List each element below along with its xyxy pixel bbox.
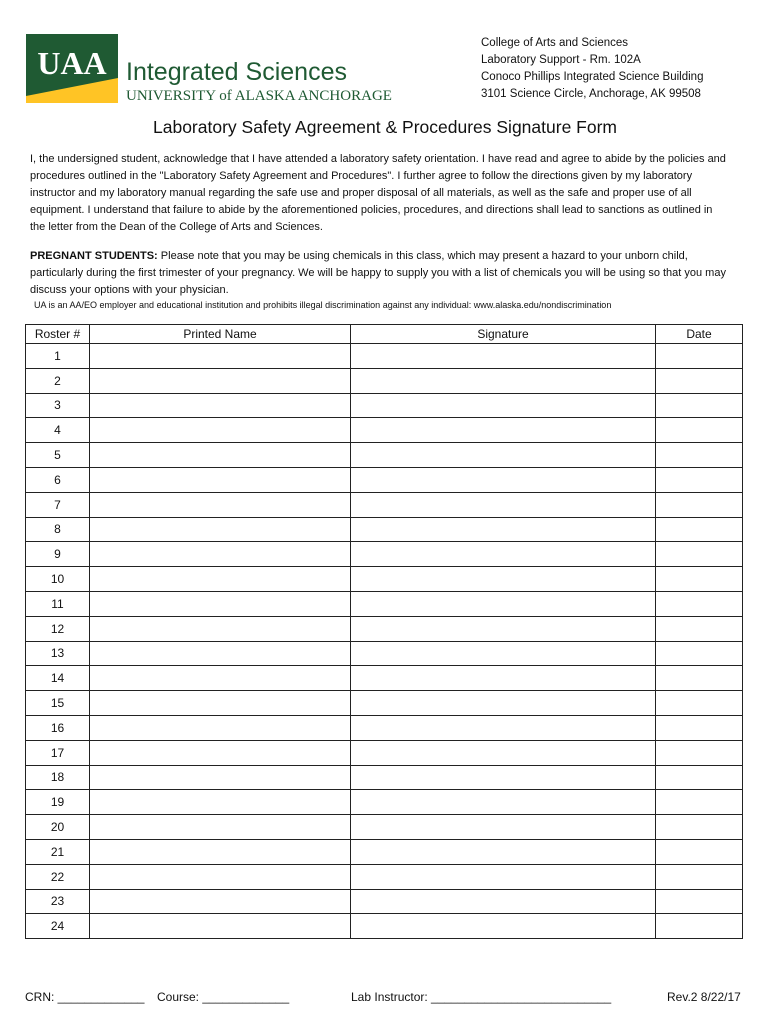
date-cell[interactable] [656, 691, 743, 716]
signature-cell[interactable] [351, 914, 656, 939]
pregnant-students-label: PREGNANT STUDENTS: [30, 250, 158, 262]
roster-number-cell: 2 [26, 368, 90, 393]
printed-name-cell[interactable] [90, 839, 351, 864]
printed-name-cell[interactable] [90, 443, 351, 468]
table-row [26, 666, 743, 691]
table-row [26, 492, 743, 517]
roster-number-cell: 9 [26, 542, 90, 567]
roster-number-cell: 1 [26, 344, 90, 369]
table-row [26, 567, 743, 592]
roster-number-cell: 5 [26, 443, 90, 468]
printed-name-cell[interactable] [90, 467, 351, 492]
table-row [26, 418, 743, 443]
printed-name-cell[interactable] [90, 492, 351, 517]
date-cell[interactable] [656, 567, 743, 592]
table-row [26, 715, 743, 740]
roster-number-cell: 8 [26, 517, 90, 542]
table-row [26, 864, 743, 889]
address-line: Laboratory Support - Rm. 102A [481, 54, 641, 66]
printed-name-cell[interactable] [90, 418, 351, 443]
printed-name-cell[interactable] [90, 864, 351, 889]
date-cell[interactable] [656, 666, 743, 691]
signature-cell[interactable] [351, 368, 656, 393]
pregnant-students-text: Please note that you may be using chemicals in this class, which may present a hazard to your unborn child, particularly during the first trimester of your pregnancy. We will be happy to supply you with a list of chemicals you will be using so that you may discuss your options with your physician. [30, 250, 726, 296]
printed-name-cell[interactable] [90, 616, 351, 641]
printed-name-cell[interactable] [90, 517, 351, 542]
logo-university: UNIVERSITY of ALASKA ANCHORAGE [126, 88, 393, 104]
signature-cell[interactable] [351, 492, 656, 517]
roster-number-cell: 10 [26, 567, 90, 592]
header-date: Date [656, 325, 743, 344]
lab-instructor-field: Lab Instructor: ___________________________ [351, 990, 612, 1004]
table-row [26, 368, 743, 393]
printed-name-cell[interactable] [90, 368, 351, 393]
table-row [26, 765, 743, 790]
date-cell[interactable] [656, 393, 743, 418]
table-row [26, 591, 743, 616]
signature-cell[interactable] [351, 839, 656, 864]
table-header-row [26, 325, 743, 344]
roster-number-cell: 13 [26, 641, 90, 666]
printed-name-cell[interactable] [90, 790, 351, 815]
roster-number-cell: 24 [26, 914, 90, 939]
signature-cell[interactable] [351, 641, 656, 666]
date-cell[interactable] [656, 914, 743, 939]
roster-number-cell: 23 [26, 889, 90, 914]
signature-cell[interactable] [351, 443, 656, 468]
header-roster-number: Roster # [26, 325, 90, 344]
date-cell[interactable] [656, 368, 743, 393]
signature-cell[interactable] [351, 542, 656, 567]
date-cell[interactable] [656, 616, 743, 641]
signature-cell[interactable] [351, 344, 656, 369]
roster-number-cell: 11 [26, 591, 90, 616]
date-cell[interactable] [656, 418, 743, 443]
printed-name-cell[interactable] [90, 542, 351, 567]
printed-name-cell[interactable] [90, 691, 351, 716]
roster-number-cell: 7 [26, 492, 90, 517]
roster-number-cell: 16 [26, 715, 90, 740]
date-cell[interactable] [656, 715, 743, 740]
roster-number-cell: 3 [26, 393, 90, 418]
crn-field: CRN: _____________ [25, 990, 145, 1004]
header-signature: Signature [351, 325, 656, 344]
table-row [26, 443, 743, 468]
date-cell[interactable] [656, 542, 743, 567]
date-cell[interactable] [656, 517, 743, 542]
signature-cell[interactable] [351, 567, 656, 592]
table-row [26, 467, 743, 492]
table-row [26, 641, 743, 666]
roster-number-cell: 21 [26, 839, 90, 864]
table-row [26, 914, 743, 939]
date-cell[interactable] [656, 641, 743, 666]
signature-cell[interactable] [351, 616, 656, 641]
department-address [481, 35, 703, 103]
roster-number-cell: 22 [26, 864, 90, 889]
table-row [26, 790, 743, 815]
signature-cell[interactable] [351, 715, 656, 740]
roster-number-cell: 14 [26, 666, 90, 691]
date-cell[interactable] [656, 591, 743, 616]
roster-number-cell: 12 [26, 616, 90, 641]
printed-name-cell[interactable] [90, 740, 351, 765]
revision-label: Rev.2 8/22/17 [667, 990, 741, 1004]
signature-cell[interactable] [351, 765, 656, 790]
signature-cell[interactable] [351, 393, 656, 418]
nondiscrimination-note: UA is an AA/EO employer and educational institution and prohibits illegal discrimination against any individual: www.alaska.edu/nondiscrimination [34, 300, 612, 310]
pregnant-students-notice [30, 248, 730, 299]
signature-cell[interactable] [351, 790, 656, 815]
date-cell[interactable] [656, 815, 743, 840]
signature-cell[interactable] [351, 740, 656, 765]
table-row [26, 740, 743, 765]
address-line: 3101 Science Circle, Anchorage, AK 99508 [481, 88, 701, 100]
table-row [26, 517, 743, 542]
date-cell[interactable] [656, 443, 743, 468]
table-row [26, 393, 743, 418]
date-cell[interactable] [656, 864, 743, 889]
printed-name-cell[interactable] [90, 889, 351, 914]
date-cell[interactable] [656, 839, 743, 864]
roster-number-cell: 19 [26, 790, 90, 815]
signature-cell[interactable] [351, 889, 656, 914]
acknowledgement-paragraph: I, the undersigned student, acknowledge that I have attended a laboratory safety orientation. I have read and agree to abide by the policies and procedures outlined in the "Laboratory Safety Agreement and Procedures". I further agree to follow the directions given by my laboratory instructor and my laboratory manual regarding the safe use and proper disposal of all materials, as well as the safe and proper use of all equipment. I understand that failure to abide by the aforementioned policies, procedures, and directions shall lead to sanctions as outlined in the letter from the Dean of the College of Arts and Sciences. [30, 153, 726, 233]
signature-cell[interactable] [351, 418, 656, 443]
roster-rows [26, 344, 743, 939]
uaa-integrated-sciences-logo [26, 34, 396, 104]
printed-name-cell[interactable] [90, 765, 351, 790]
signature-cell[interactable] [351, 467, 656, 492]
logo-graphic [26, 34, 396, 104]
table-row [26, 344, 743, 369]
roster-number-cell: 15 [26, 691, 90, 716]
date-cell[interactable] [656, 765, 743, 790]
table-row [26, 542, 743, 567]
signature-cell[interactable] [351, 666, 656, 691]
header-printed-name: Printed Name [90, 325, 351, 344]
address-line: College of Arts and Sciences [481, 37, 629, 49]
printed-name-cell[interactable] [90, 641, 351, 666]
table-row [26, 889, 743, 914]
date-cell[interactable] [656, 740, 743, 765]
table-row [26, 839, 743, 864]
course-field: Course: _____________ [157, 990, 290, 1004]
date-cell[interactable] [656, 790, 743, 815]
roster-number-cell: 20 [26, 815, 90, 840]
form-title: Laboratory Safety Agreement & Procedures Signature Form [153, 117, 617, 137]
roster-number-cell: 4 [26, 418, 90, 443]
date-cell[interactable] [656, 344, 743, 369]
roster-number-cell: 18 [26, 765, 90, 790]
roster-number-cell: 6 [26, 467, 90, 492]
signature-cell[interactable] [351, 591, 656, 616]
table-row [26, 616, 743, 641]
printed-name-cell[interactable] [90, 344, 351, 369]
table-row [26, 815, 743, 840]
date-cell[interactable] [656, 467, 743, 492]
signature-cell[interactable] [351, 864, 656, 889]
logo-mark-text: UAA [37, 45, 107, 81]
signature-cell[interactable] [351, 517, 656, 542]
table-row [26, 691, 743, 716]
date-cell[interactable] [656, 889, 743, 914]
date-cell[interactable] [656, 492, 743, 517]
logo-name: Integrated Sciences [126, 58, 347, 86]
printed-name-cell[interactable] [90, 914, 351, 939]
printed-name-cell[interactable] [90, 591, 351, 616]
printed-name-cell[interactable] [90, 815, 351, 840]
printed-name-cell[interactable] [90, 567, 351, 592]
printed-name-cell[interactable] [90, 715, 351, 740]
roster-signature-table [25, 324, 743, 939]
printed-name-cell[interactable] [90, 393, 351, 418]
address-line: Conoco Phillips Integrated Science Building [481, 71, 704, 83]
printed-name-cell[interactable] [90, 666, 351, 691]
signature-cell[interactable] [351, 815, 656, 840]
roster-number-cell: 17 [26, 740, 90, 765]
signature-cell[interactable] [351, 691, 656, 716]
